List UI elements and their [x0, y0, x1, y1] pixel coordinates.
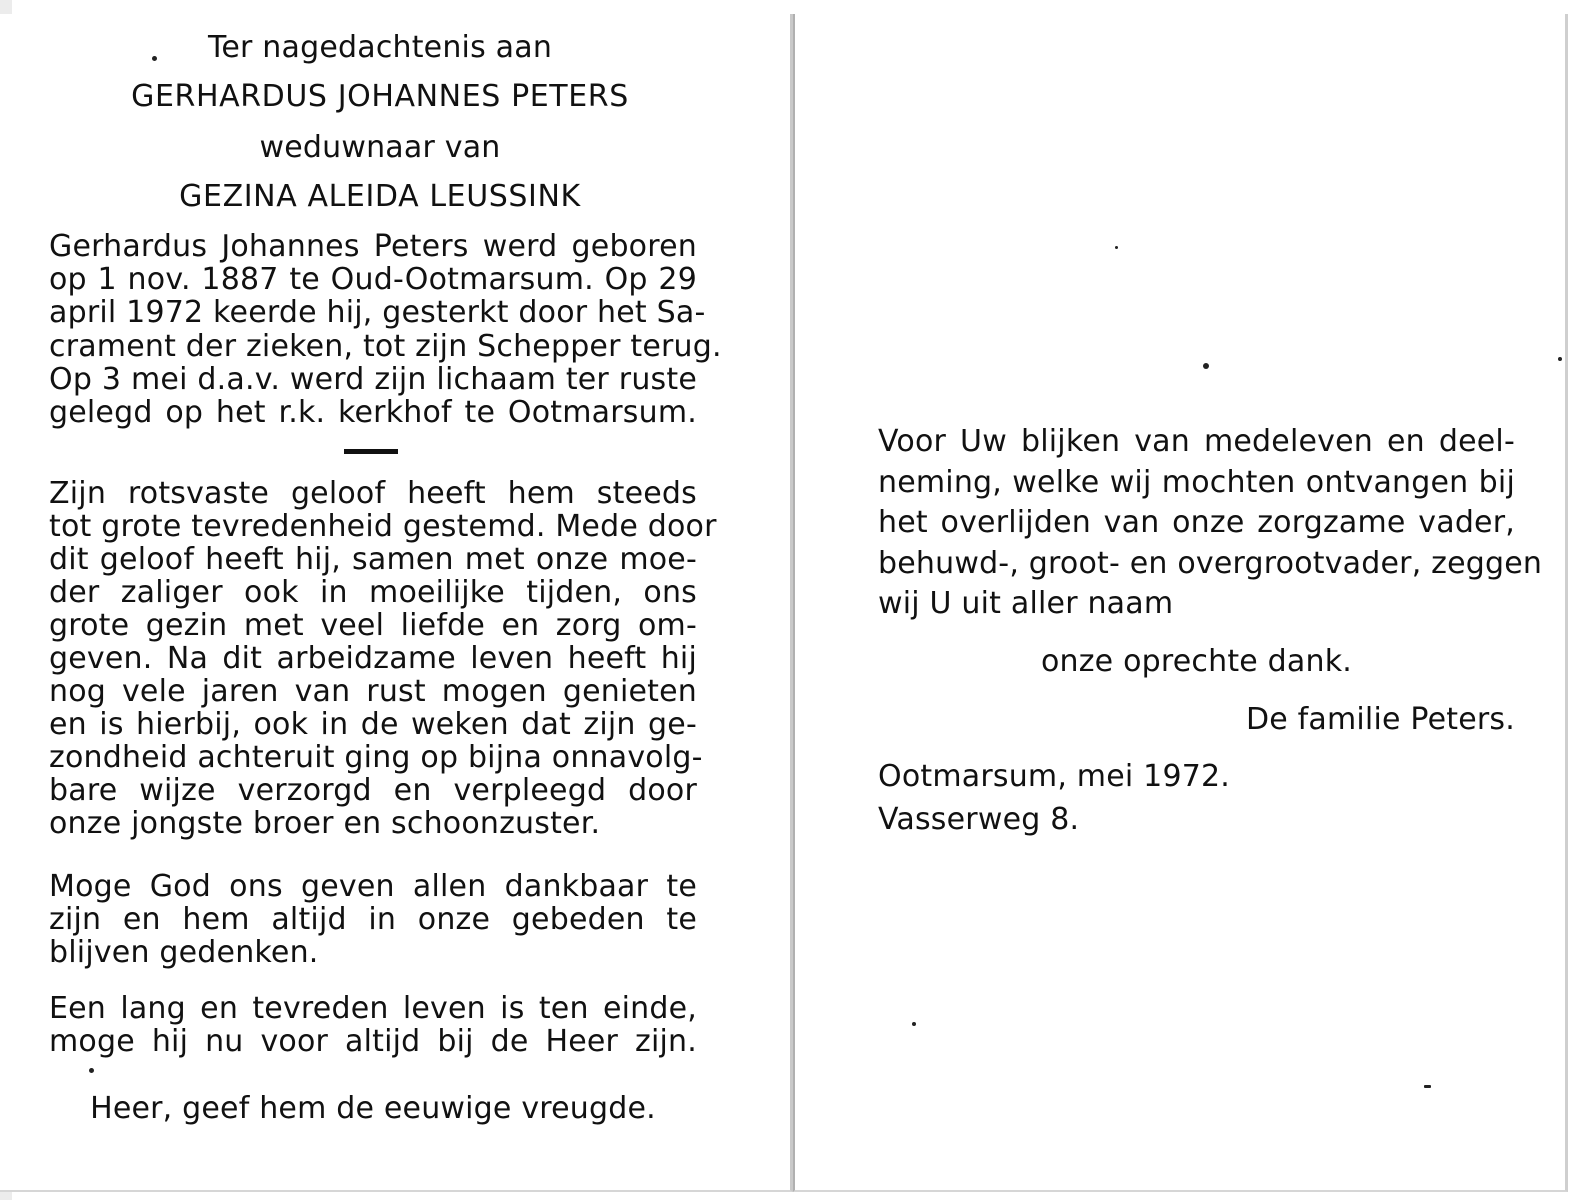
paragraph4-line: moge hij nu voor altijd bij de Heer zijn.	[49, 1024, 697, 1059]
paragraph1-line: gelegd op het r.k. kerkhof te Ootmarsum.	[49, 395, 697, 430]
scan-speck	[152, 56, 157, 61]
spouse-name: GEZINA ALEIDA LEUSSINK	[179, 179, 581, 214]
paragraph1-line: april 1972 keerde hij, gesterkt door het Sa-	[49, 295, 706, 330]
paragraph1-line: op 1 nov. 1887 te Oud-Ootmarsum. Op 29	[49, 262, 697, 297]
scan-speck	[1558, 357, 1562, 361]
paragraph2-line: tot grote tevredenheid gestemd. Mede door	[49, 509, 717, 544]
paragraph2-line: nog vele jaren van rust mogen genieten	[49, 674, 697, 709]
scan-speck	[912, 1022, 916, 1026]
paragraph2-line: grote gezin met veel liefde en zorg om-	[49, 608, 697, 643]
paragraph3-line: Moge God ons geven allen dankbaar te	[49, 869, 697, 904]
scan-speck	[1115, 246, 1118, 249]
thanks-line: het overlijden van onze zorgzame vader,	[878, 505, 1515, 540]
paragraph2-line: der zaliger ook in moeilijke tijden, ons	[49, 575, 697, 610]
scan-speck	[1424, 1085, 1431, 1088]
intro-line: Ter nagedachtenis aan	[207, 30, 553, 65]
family-signature: De familie Peters.	[1245, 702, 1515, 737]
thanks-closing: onze oprechte dank.	[1040, 644, 1353, 679]
thanks-line: neming, welke wij mochten ontvangen bij	[878, 465, 1515, 500]
address: Vasserweg 8.	[878, 802, 1080, 837]
paragraph2-line: en is hierbij, ook in de weken dat zijn ge-	[49, 707, 697, 742]
section-divider	[344, 449, 398, 454]
paragraph3-line: zijn en hem altijd in onze gebeden te	[49, 902, 697, 937]
paragraph2-line: Zijn rotsvaste geloof heeft hem steeds	[49, 476, 697, 511]
thanks-line: wij U uit aller naam	[878, 586, 1174, 621]
paragraph3-line: blijven gedenken.	[49, 935, 319, 970]
deceased-name: GERHARDUS JOHANNES PETERS	[131, 79, 629, 114]
paragraph2-line: zondheid achteruit ging op bijna onnavolg-	[49, 740, 703, 775]
paragraph2-line: dit geloof heeft hij, samen met onze moe-	[49, 542, 697, 577]
paragraph2-line: bare wijze verzorgd en verpleegd door	[49, 773, 697, 808]
scan-speck	[89, 1068, 94, 1073]
scan-speck	[1203, 363, 1209, 369]
place-date: Ootmarsum, mei 1972.	[878, 759, 1231, 794]
relation-line: weduwnaar van	[259, 130, 501, 165]
paragraph2-line: geven. Na dit arbeidzame leven heeft hij	[49, 641, 697, 676]
paragraph4-line: Een lang en tevreden leven is ten einde,	[49, 991, 697, 1026]
paragraph2-line: onze jongste broer en schoonzuster.	[49, 806, 601, 841]
paragraph1-line: Op 3 mei d.a.v. werd zijn lichaam ter ruste	[49, 362, 697, 397]
closing-prayer: Heer, geef hem de eeuwige vreugde.	[90, 1091, 656, 1126]
thanks-line: behuwd-, groot- en overgrootvader, zeggen	[878, 546, 1543, 581]
paragraph1-line: crament der zieken, tot zijn Schepper terug.	[49, 329, 722, 364]
paragraph1-line: Gerhardus Johannes Peters werd geboren	[49, 229, 697, 264]
thanks-line: Voor Uw blijken van medeleven en deel-	[878, 424, 1515, 459]
